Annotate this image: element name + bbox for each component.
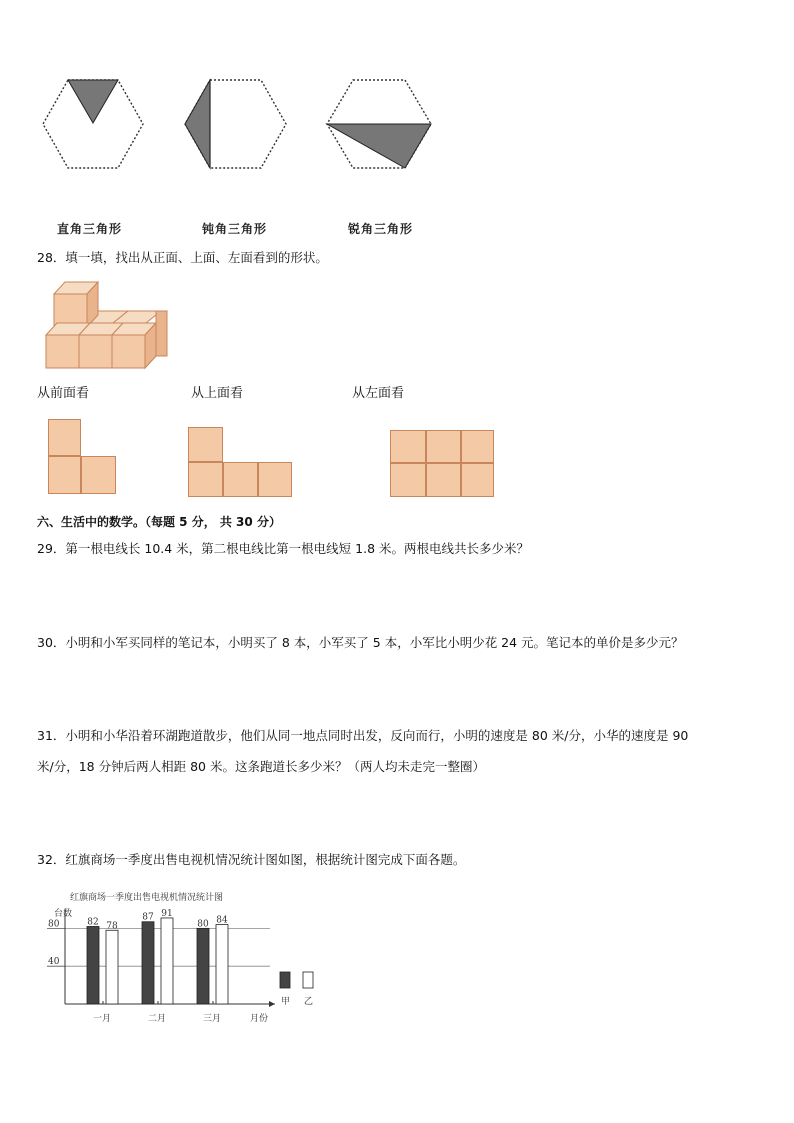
hexagon-acute-triangle [327,80,431,168]
bar-乙-二月 [161,918,173,1004]
bar-乙-三月 [216,925,228,1004]
x-tick-label: 三月 [202,1014,222,1024]
question-31-line-2: 米/分，18 分钟后两人相距 80 米。这条跑道长多少米？（两人均未走完一整圈） [37,759,485,774]
question-32: 32．红旗商场一季度出售电视机情况统计图如图，根据统计图完成下面各题。 [37,852,466,867]
data-label: 91 [161,908,173,919]
data-label: 78 [106,921,118,932]
tv-sales-chart [40,880,320,1030]
question-28: 28．填一填，找出从正面、上面、左面看到的形状。 [37,250,328,265]
label-acute-triangle: 锐角三角形 [348,222,414,236]
x-tick-label: 二月 [147,1014,167,1024]
chart-x-label: 月份 [250,1014,269,1024]
hexagon-figures [0,60,460,180]
bar-乙-一月 [106,930,118,1004]
label-top-view: 从上面看 [191,386,244,401]
question-30: 30．小明和小军买同样的笔记本，小明买了 8 本，小军买了 5 本，小军比小明少花 24 元。笔记本的单价是多少元？ [37,635,684,650]
bar-甲-三月 [197,928,209,1004]
question-31-line-1: 31．小明和小华沿着环湖跑道散步，他们从同一地点同时出发，反向而行，小明的速度是 80 米/分，小华的速度是 90 [37,728,689,743]
legend-label-甲: 甲 [281,997,291,1007]
data-label: 84 [216,915,228,926]
legend-swatch-甲 [280,972,290,988]
hexagon-right-triangle [43,80,143,168]
data-label: 82 [87,917,99,928]
label-obtuse-triangle: 钝角三角形 [202,222,268,236]
bar-甲-一月 [87,926,99,1004]
data-label: 87 [142,912,154,923]
y-tick-label: 80 [48,919,60,930]
data-label: 80 [197,919,209,930]
x-tick-label: 一月 [92,1014,112,1024]
legend-swatch-乙 [303,972,313,988]
y-tick-label: 40 [48,957,60,968]
legend-label-乙: 乙 [304,997,314,1007]
chart-title: 红旗商场一季度出售电视机情况统计图 [70,893,224,903]
cube-figure [40,278,175,370]
bar-甲-二月 [142,922,154,1004]
hexagon-obtuse-triangle [185,80,286,168]
label-left-view: 从左面看 [352,386,405,401]
label-front-view: 从前面看 [37,386,90,401]
section-6-title: 六、生活中的数学。（每题 5 分， 共 30 分） [37,515,281,529]
label-right-triangle: 直角三角形 [57,222,123,236]
chart-y-label: 台数 [54,909,73,919]
question-29: 29．第一根电线长 10.4 米，第二根电线比第一根电线短 1.8 米。两根电线共长多少米？ [37,541,530,556]
x-axis-arrow [269,1001,275,1007]
